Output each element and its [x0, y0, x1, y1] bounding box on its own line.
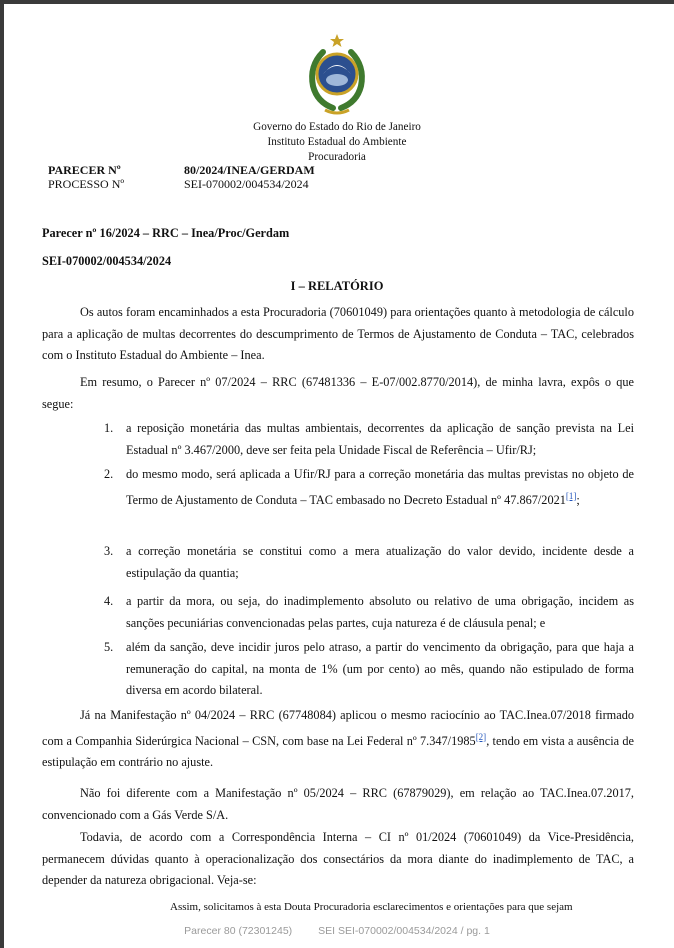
paragraph-ci-01: Todavia, de acordo com a Correspondência Interna – CI nº 01/2024 (70601049) da Vice-Presidência, permanecem dúvidas quanto à operacionalização dos consectários da mora diante do inadimplemento de TAC, a depender da natureza obrigacional. Veja-se: [42, 830, 634, 888]
list-item-text: além da sanção, deve incidir juros pelo atraso, a partir do vencimento da obrigação, para que haja a remuneração do capital, na monta de 1% (um por cento) ao mês, quando não estipulado de forma diversa em acordo bilateral. [126, 640, 634, 698]
list-item-text: do mesmo modo, será aplicada a Ufir/RJ para a correção monetária das multas previstas no objeto de Termo de Ajustamento de Conduta – TAC embasado no Decreto Estadual nº 47.867/2021 [126, 467, 634, 507]
footer-process-page: SEI SEI-070002/004534/2024 / pg. 1 [318, 925, 490, 937]
parecer-title: Parecer nº 16/2024 – RRC – Inea/Proc/Gerdam [42, 226, 290, 240]
process-title: SEI-070002/004534/2024 [42, 254, 172, 268]
block-quote: Assim, solicitamos à esta Douta Procuradoria esclarecimentos e orientações para que sejam [170, 901, 573, 913]
list-item-2 [104, 464, 634, 511]
institution-header [200, 120, 474, 165]
paragraph-text-end: , tendo em vista a ausência de estipulação em contrário no ajuste. [42, 733, 634, 770]
list-item-text: a partir da mora, ou seja, do inadimplemento absoluto ou relativo de uma obrigação, incidem as sanções pecuniárias convencionadas pelas partes, cuja natureza é de cláusula penal; e [126, 594, 634, 630]
list-item-text-end: ; [576, 492, 580, 507]
processo-value: SEI-070002/004534/2024 [184, 177, 309, 191]
list-number: 1. [104, 421, 114, 435]
page-footer [0, 925, 674, 937]
list-item-text: a correção monetária se constitui como a mera atualização do valor devido, incidente desde a estipulação da quantia; [126, 544, 634, 580]
list-item-1 [104, 418, 634, 461]
list-item-5 [104, 637, 634, 702]
section-heading: I – RELATÓRIO [290, 279, 384, 293]
parecer-value: 80/2024/INEA/GERDAM [184, 163, 315, 177]
list-number: 4. [104, 594, 114, 608]
list-item-3 [104, 541, 634, 584]
list-item-text: a reposição monetária das multas ambientais, decorrentes da aplicação de sanção prevista na Lei Estadual nº 3.467/2000, deve ser feita pela Unidade Fiscal de Referência – Ufir/RJ; [126, 421, 634, 457]
footnote-link-2[interactable]: [2] [475, 731, 487, 742]
footer-document-id: Parecer 80 (72301245) [184, 925, 293, 937]
list-number: 3. [104, 544, 114, 558]
parecer-row [48, 163, 315, 177]
header-line-institute: Instituto Estadual do Ambiente [267, 136, 407, 148]
paragraph-summary: Em resumo, o Parecer nº 07/2024 – RRC (67481336 – E-07/002.8770/2014), de minha lavra, expôs o que segue: [42, 375, 634, 411]
paragraph-intro: Os autos foram encaminhados a esta Procuradoria (70601049) para orientações quanto à metodologia de cálculo para a aplicação de multas decorrentes do descumprimento de Termos de Ajustamento de Conduta – TAC, celebrados com o Instituto Estadual do Ambiente – Inea. [42, 305, 634, 363]
list-number: 2. [104, 467, 114, 481]
header-line-government: Governo do Estado do Rio de Janeiro [253, 121, 421, 133]
processo-label: PROCESSO Nº [48, 177, 125, 191]
header-line-department: Procuradoria [308, 151, 366, 163]
list-item-4 [104, 591, 634, 634]
processo-row [48, 177, 309, 191]
parecer-label: PARECER Nº [48, 163, 121, 177]
paragraph-manifestacao-05: Não foi diferente com a Manifestação nº 05/2024 – RRC (67879029), em relação ao TAC.Inea.07.2017, convencionado com a Gás Verde S/A. [42, 786, 634, 822]
footnote-link-1[interactable]: [1] [565, 490, 577, 501]
coat-of-arms-icon [303, 32, 371, 116]
paragraph-text: Já na Manifestação nº 04/2024 – RRC (67748084) aplicou o mesmo raciocínio ao TAC.Inea.07/2018 firmado com a Companhia Siderúrgica Nacional – CSN, com base na Lei Federal nº 7.347/1985 [42, 708, 634, 748]
paragraph-manifestacao-04 [42, 705, 634, 774]
list-number: 5. [104, 640, 114, 654]
